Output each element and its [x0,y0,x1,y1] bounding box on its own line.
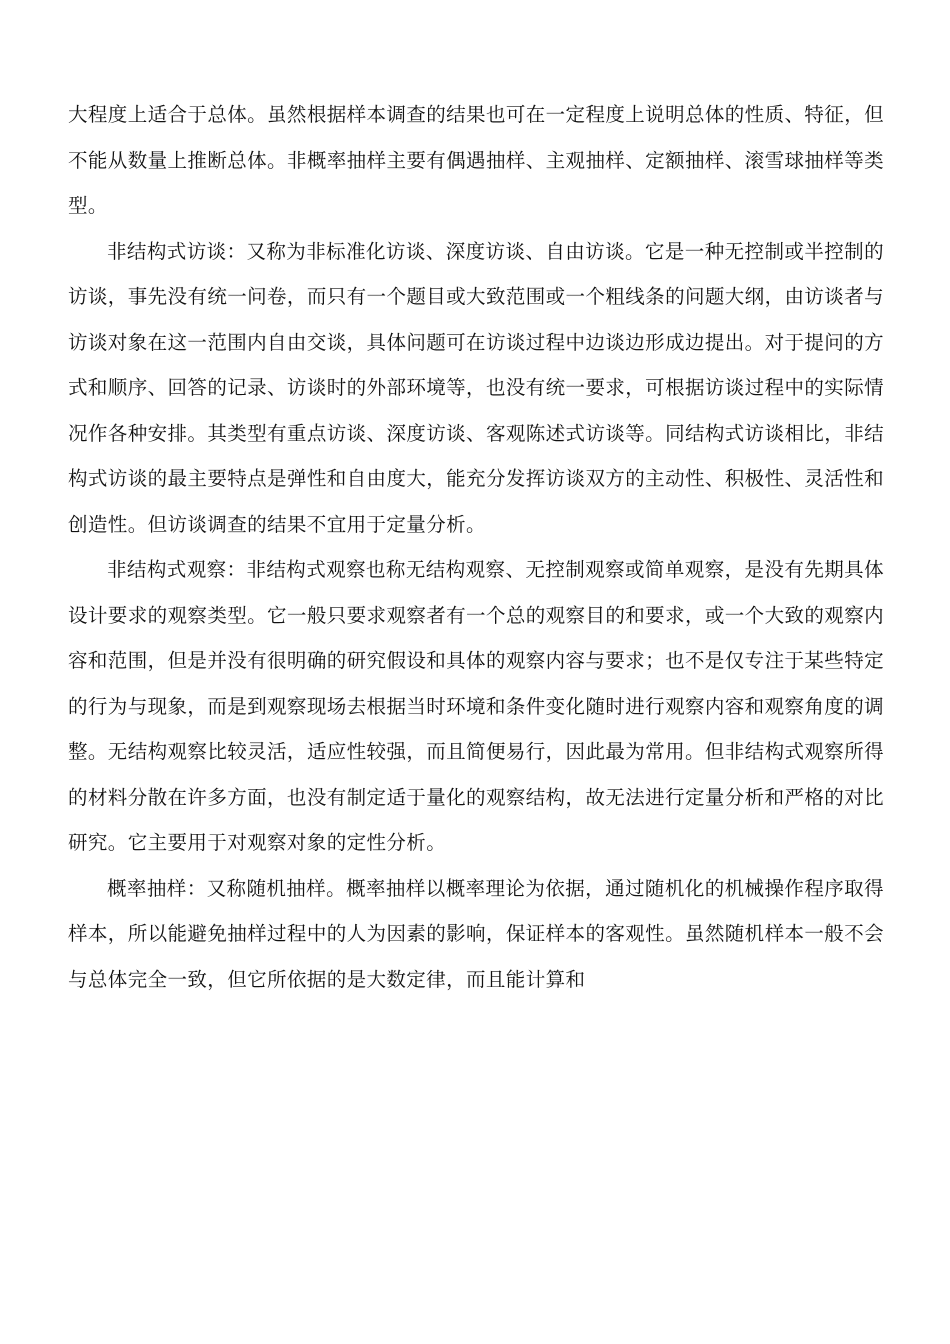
paragraph-unstructured-interview: 非结构式访谈：又称为非标准化访谈、深度访谈、自由访谈。它是一种无控制或半控制的访谈，事先没有统一问卷，而只有一个题目或大致范围或一个粗线条的问题大纲，由访谈者与访谈对象在这一范围内自由交谈，具体问题可在访谈过程中边谈边形成边提出。对于提问的方式和顺序、回答的记录、访谈时的外部环境等，也没有统一要求，可根据访谈过程中的实际情况作各种安排。其类型有重点访谈、深度访谈、客观陈述式访谈等。同结构式访谈相比，非结构式访谈的最主要特点是弹性和自由度大，能充分发挥访谈双方的主动性、积极性、灵活性和创造性。但访谈调查的结果不宜用于定量分析。 [68,239,884,536]
paragraph-unstructured-observation: 非结构式观察：非结构式观察也称无结构观察、无控制观察或简单观察，是没有先期具体设计要求的观察类型。它一般只要求观察者有一个总的观察目的和要求，或一个大致的观察内容和范围，但是并没有很明确的研究假设和具体的观察内容与要求；也不是仅专注于某些特定的行为与现象，而是到观察现场去根据当时环境和条件变化随时进行观察内容和观察角度的调整。无结构观察比较灵活，适应性较强，而且简便易行，因此最为常用。但非结构式观察所得的材料分散在许多方面，也没有制定适于量化的观察结构，故无法进行定量分析和严格的对比研究。它主要用于对观察对象的定性分析。 [68,558,884,854]
paragraph-sampling-continued: 大程度上适合于总体。虽然根据样本调查的结果也可在一定程度上说明总体的性质、特征，但不能从数量上推断总体。非概率抽样主要有偶遇抽样、主观抽样、定额抽样、滚雪球抽样等类型。 [68,103,884,217]
paragraph-probability-sampling: 概率抽样：又称随机抽样。概率抽样以概率理论为依据，通过随机化的机械操作程序取得样本，所以能避免抽样过程中的人为因素的影响，保证样本的客观性。虽然随机样本一般不会与总体完全一致，但它所依据的是大数定律，而且能计算和 [68,876,884,991]
document-page [68,92,884,1002]
